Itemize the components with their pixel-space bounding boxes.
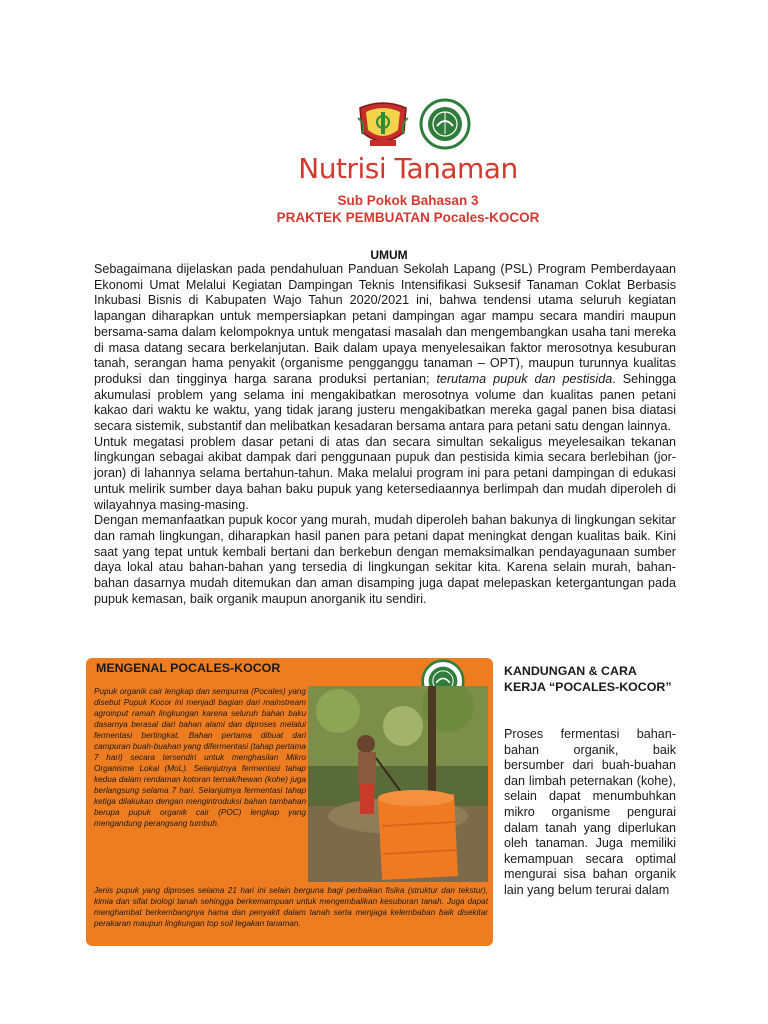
paragraph-2: Untuk megatasi problem dasar petani di atas dan secara simultan sekaligus meyelesaikan tekanan lingkungan sebagai akibat dampak dari penggunaan pupuk dan pestisida kimia secara berlebihan (jor-joran) di lahannya selama bertahun-tahun. Maka melalui program ini para petani dampingan di edukasi untuk melirik sumber daya bahan baku pupuk yang ketersediaannya berlimpah dan mudah diperoleh di wilayahnya masing-masing. xyxy=(94,434,676,512)
info-box-text: Pupuk organik cair lengkap dan sempurna (Pocales) yang disebut Pupuk Kocor ini menjadi bagian dari mainstream agroinput ramah lingkungan karena seluruh bahan baku dasarnya berasal dari bahan alami dan diproses melalui fermentasi bertingkat. Bahan pertama dibuat dari campuran buah-buahan yang difermentasi (tahap pertama 7 hari) secara tersendiri untuk menghasilan Mikro Organisme Lokal (MoL). Selanjutnya fermentasi tahap kedua dalam rendaman kotoran ternak/hewan (kohe) juga berlangsung selama 7 hari. Selanjutnya fermentasi tahap ketiga dilakukan dengan mengintroduksi bahan tambahan berupa pupuk organik cair (POC) lengkap yang mengandung perangsang tumbuh. xyxy=(94,687,306,828)
page-title: Nutrisi Tanaman xyxy=(298,152,518,185)
paragraph-3: Dengan memanfaatkan pupuk kocor yang murah, mudah diperoleh bahan bakunya di lingkungan sekitar dan ramah lingkungan, diharapkan hasil panen para petani dapat meningkat dengan kualitas baik. Kini saat yang tepat untuk kembali bertani dan berkebun dengan memaksimalkan pendayagunaan sumber daya lokal atau bahan-bahan yang tersedia di lingkungan sekitar kita. Karena selain murah, bahan-bahan dasarnya mudah ditemukan dan aman disamping juga dapat melepaskan ketergantungan pada pupuk kemasan, baik organik maupun anorganik itu sendiri. xyxy=(94,513,676,606)
sidebar-heading: KANDUNGAN & CARA KERJA “POCALES-KOCOR” xyxy=(504,664,672,694)
farmer-fermentation-drum-photo xyxy=(308,686,488,882)
sidebar-text: Proses fermentasi bahan-bahan organik, baik bersumber dari buah-buahan dan limbah peternakan (kohe), selain dapat menumbuhkan mikro organisme pengurai dalam tanah yang diperlukan oleh tanaman. Juga memiliki kemampuan secara optimal mengurai sisa bahan organik lain yang belum terurai dalam xyxy=(504,727,676,897)
info-box-text-bottom: Jenis pupuk yang diproses selama 21 hari ini selain berguna bagi perbaikan fisika (struktur dan tekstur), kimia dan sifat biologi tanah sehingga berkemampuan untuk mengembalikan kesuburan tanah. Juga dapat menghambat berkembangnya hama dan penyakit dalam tanah serta menjaga kelembaban baik disekitar perakaran maupun lingkungan top soil tegakan tanaman. xyxy=(94,886,488,928)
page-subtitle-secondary: PRAKTEK PEMBUATAN Pocales-KOCOR xyxy=(276,210,540,225)
info-box-title: MENGENAL POCALES-KOCOR xyxy=(96,661,281,675)
paragraph-1 xyxy=(94,262,676,435)
paragraph-1-text-cont: . Sehingga akumulasi problem yang selama ini mengakibatkan merosotnya volume dan kualitas panen petani kakao dari waktu ke waktu, yang tidak jarang justeru mengakibatkan mereka gagal panen bisa diatasi secara sistemik, substantif dan melibatkan kesadaran bersama antara para petani satu dengan lainnya. xyxy=(94,371,676,434)
section-heading: UMUM xyxy=(370,248,408,262)
mui-seal-icon xyxy=(418,98,472,150)
paragraph-1-text: Sebagaimana dijelaskan pada pendahuluan Panduan Sekolah Lapang (PSL) Program Pemberdayaan Ekonomi Umat Melalui Kegiatan Dampingan Teknis Intensifikasi Suksesif Tanaman Coklat Berbasis Inkubasi Bisnis di Kabupaten Wajo Tahun 2020/2021 ini, bahwa tendensi utama seluruh kegiatan lapangan diharapkan untuk mempersiapkan petani dampingan agar mampu secara mandiri maupun bersama-sama dalam kelompoknya untuk mengatasi masalah dan mengembangkan usaha tani mereka di masa datang secara berkelanjutan. Baik dalam upaya menyelesaikan faktor merosotnya kesuburan tanah, serangan hama penyakit (organisme pengganggu tanaman – OPT), maupun turunnya kualitas produksi dan tingginya harga sarana produksi pertanian; xyxy=(94,262,676,386)
paragraph-1-italic: terutama pupuk dan pestisida xyxy=(436,371,613,386)
body-text xyxy=(94,262,676,607)
header-logos xyxy=(356,98,476,154)
page-subtitle: Sub Pokok Bahasan 3 xyxy=(337,193,479,208)
regency-crest-icon xyxy=(356,98,410,150)
